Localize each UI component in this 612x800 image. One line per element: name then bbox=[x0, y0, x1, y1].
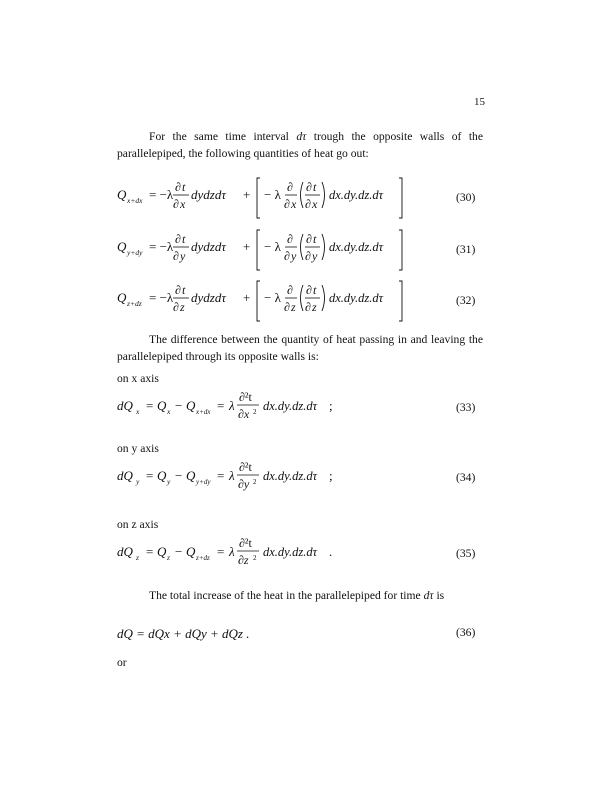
eq30-right-bracket bbox=[399, 178, 402, 218]
eq32-den2-var: z bbox=[291, 300, 296, 314]
eq30-den-partial: ∂ bbox=[173, 197, 179, 211]
eq34-dxdydzdtau: dx.dy.dz.dτ bbox=[263, 469, 318, 483]
eq32-num-t: t bbox=[182, 283, 186, 297]
eq30-den3-var: x bbox=[312, 197, 318, 211]
eq34-lambda: λ bbox=[229, 468, 235, 483]
eq35-Q1: Q bbox=[157, 544, 167, 559]
eq30-plus: + bbox=[243, 187, 251, 202]
intro-text-after: trough the opposite walls of the parallelepiped, the following quantities of heat go out: bbox=[117, 130, 483, 160]
label-y-axis: on y axis bbox=[117, 442, 159, 455]
eq31-dxdydzdtau: dx.dy.dz.dτ bbox=[329, 240, 384, 254]
label-z-axis: on z axis bbox=[117, 518, 159, 531]
eq30-den2-var: x bbox=[291, 197, 297, 211]
equation-34-number: (34) bbox=[456, 471, 476, 484]
page-number: 15 bbox=[474, 96, 485, 108]
eq32-den-var: z bbox=[180, 300, 185, 314]
eq35-Q1-sub: z bbox=[167, 553, 170, 562]
equation-32-number: (32) bbox=[456, 294, 476, 307]
difference-paragraph: The difference between the quantity of heat passing in and leaving the parallelepiped through its opposite walls is: bbox=[117, 333, 483, 363]
total-text-before: The total increase of the heat in the parallelepiped for time bbox=[149, 589, 424, 602]
eq35-dxdydzdtau: dx.dy.dz.dτ bbox=[263, 545, 318, 559]
eq35-den-exp: 2 bbox=[253, 554, 257, 562]
eq30-den3-partial: ∂ bbox=[305, 197, 311, 211]
eq32-left-paren bbox=[301, 285, 304, 311]
eq30-sub: x+dx bbox=[127, 196, 143, 205]
intro-paragraph bbox=[117, 128, 483, 162]
intro-var-dtau: dτ bbox=[296, 130, 307, 143]
eq32-den3-var: z bbox=[312, 300, 317, 314]
eq32-num-partial: ∂ bbox=[175, 283, 181, 297]
eq31-Q: Q bbox=[117, 239, 127, 254]
equation-31-number: (31) bbox=[456, 243, 476, 256]
eq31-left-bracket bbox=[257, 230, 260, 270]
equation-36-number: (36) bbox=[456, 626, 476, 639]
eq32-left-bracket bbox=[257, 281, 260, 321]
eq31-num3-partial: ∂ bbox=[306, 232, 312, 246]
eq33-Q2: Q bbox=[186, 398, 196, 413]
eq32-plus: + bbox=[243, 290, 251, 305]
label-x-axis: on x axis bbox=[117, 372, 159, 385]
total-paragraph bbox=[117, 587, 483, 604]
eq35-lhs-sub: z bbox=[136, 553, 139, 562]
equation-32 bbox=[117, 277, 437, 325]
eq35-end: . bbox=[329, 544, 333, 559]
eq31-right-paren bbox=[322, 234, 325, 260]
eq34-Q2: Q bbox=[186, 468, 196, 483]
eq32-den-partial: ∂ bbox=[173, 300, 179, 314]
eq34-Q2-sub: y+dy bbox=[196, 478, 211, 486]
equation-33 bbox=[117, 384, 437, 432]
eq35-minus: − bbox=[175, 544, 183, 559]
eq30-minus-lambda: − λ bbox=[264, 187, 281, 202]
eq30-num-t: t bbox=[182, 180, 186, 194]
eq34-Q1: Q bbox=[157, 468, 167, 483]
eq32-minus-lambda: − λ bbox=[264, 290, 281, 305]
eq31-sub: y+dy bbox=[127, 248, 143, 257]
eq31-left-paren bbox=[301, 234, 304, 260]
eq31-num3-t: t bbox=[313, 232, 317, 246]
eq35-eq1: = bbox=[146, 544, 154, 559]
eq30-dydzdtau: dydzdτ bbox=[191, 187, 226, 202]
eq34-minus: − bbox=[175, 468, 183, 483]
equation-30 bbox=[117, 174, 437, 222]
equation-34 bbox=[117, 454, 437, 502]
eq32-Q: Q bbox=[117, 290, 127, 305]
eq33-dxdydzdtau: dx.dy.dz.dτ bbox=[263, 399, 318, 413]
eq32-den2-partial: ∂ bbox=[284, 300, 290, 314]
eq30-right-paren bbox=[322, 182, 325, 208]
eq33-lambda: λ bbox=[229, 398, 235, 413]
eq31-plus: + bbox=[243, 239, 251, 254]
eq30-left-bracket bbox=[257, 178, 260, 218]
intro-text-before: For the same time interval bbox=[149, 130, 297, 143]
eq33-num: ∂²t bbox=[239, 390, 252, 404]
eq35-Q2-sub: z+dz bbox=[196, 554, 210, 562]
eq31-dydzdtau: dydzdτ bbox=[191, 239, 226, 254]
eq30-Q: Q bbox=[117, 187, 127, 202]
eq31-right-bracket bbox=[399, 230, 402, 270]
eq30-den2-partial: ∂ bbox=[284, 197, 290, 211]
eq33-minus: − bbox=[175, 398, 183, 413]
eq33-eq2: = bbox=[217, 398, 225, 413]
eq33-lhs-sub: x bbox=[136, 407, 140, 416]
eq34-den-exp: 2 bbox=[253, 478, 257, 486]
eq31-den3-var: y bbox=[312, 249, 318, 263]
eq32-right-bracket bbox=[399, 281, 402, 321]
eq30-num3-partial: ∂ bbox=[306, 180, 312, 194]
eq35-lhs: dQ bbox=[117, 544, 133, 559]
eq30-num2-partial: ∂ bbox=[287, 180, 293, 194]
eq35-eq2: = bbox=[217, 544, 225, 559]
eq30-num-partial: ∂ bbox=[175, 180, 181, 194]
eq35-den: ∂z bbox=[238, 553, 249, 567]
equation-35-number: (35) bbox=[456, 547, 476, 560]
eq35-lambda: λ bbox=[229, 544, 235, 559]
eq32-dydzdtau: dydzdτ bbox=[191, 290, 226, 305]
eq33-eq1: = bbox=[146, 398, 154, 413]
eq33-den-exp: 2 bbox=[253, 408, 257, 416]
eq31-den2-partial: ∂ bbox=[284, 249, 290, 263]
eq31-minus-lambda: − λ bbox=[264, 239, 281, 254]
eq34-den: ∂y bbox=[238, 477, 250, 491]
eq33-den: ∂x bbox=[238, 407, 250, 421]
eq32-right-paren bbox=[322, 285, 325, 311]
equation-36: dQ = dQx + dQy + dQz . bbox=[117, 626, 250, 641]
eq32-eq-minus-lambda: = −λ bbox=[149, 290, 174, 305]
eq31-den-partial: ∂ bbox=[173, 249, 179, 263]
eq31-num-partial: ∂ bbox=[175, 232, 181, 246]
eq34-num: ∂²t bbox=[239, 460, 252, 474]
eq34-lhs: dQ bbox=[117, 468, 133, 483]
eq31-den2-var: y bbox=[291, 249, 297, 263]
eq33-lhs: dQ bbox=[117, 398, 133, 413]
total-text-after: is bbox=[433, 589, 445, 602]
eq30-den-var: x bbox=[180, 197, 186, 211]
eq32-num3-t: t bbox=[313, 283, 317, 297]
eq35-Q2: Q bbox=[186, 544, 196, 559]
eq33-Q2-sub: x+dx bbox=[196, 408, 211, 416]
eq34-end: ; bbox=[329, 468, 333, 483]
eq30-eq-minus-lambda: = −λ bbox=[149, 187, 174, 202]
eq30-dxdydzdtau: dx.dy.dz.dτ bbox=[329, 188, 384, 202]
equation-31 bbox=[117, 226, 437, 274]
eq34-eq1: = bbox=[146, 468, 154, 483]
eq34-lhs-sub: y bbox=[136, 477, 140, 486]
eq32-num3-partial: ∂ bbox=[306, 283, 312, 297]
eq32-num2-partial: ∂ bbox=[287, 283, 293, 297]
equation-35 bbox=[117, 530, 437, 578]
eq33-end: ; bbox=[329, 398, 333, 413]
total-var-dtau: dτ bbox=[423, 589, 434, 602]
equation-33-number: (33) bbox=[456, 401, 476, 414]
or-text: or bbox=[117, 656, 127, 669]
eq31-eq-minus-lambda: = −λ bbox=[149, 239, 174, 254]
equation-30-number: (30) bbox=[456, 191, 476, 204]
eq33-Q1: Q bbox=[157, 398, 167, 413]
eq32-den3-partial: ∂ bbox=[305, 300, 311, 314]
eq31-num-t: t bbox=[182, 232, 186, 246]
eq30-left-paren bbox=[301, 182, 304, 208]
eq34-Q1-sub: y bbox=[167, 477, 171, 486]
eq31-num2-partial: ∂ bbox=[287, 232, 293, 246]
eq31-den-var: y bbox=[180, 249, 186, 263]
eq32-dxdydzdtau: dx.dy.dz.dτ bbox=[329, 291, 384, 305]
eq33-Q1-sub: x bbox=[167, 407, 171, 416]
eq32-sub: z+dz bbox=[127, 299, 142, 308]
eq31-den3-partial: ∂ bbox=[305, 249, 311, 263]
eq35-num: ∂²t bbox=[239, 536, 252, 550]
eq34-eq2: = bbox=[217, 468, 225, 483]
eq30-num3-t: t bbox=[313, 180, 317, 194]
